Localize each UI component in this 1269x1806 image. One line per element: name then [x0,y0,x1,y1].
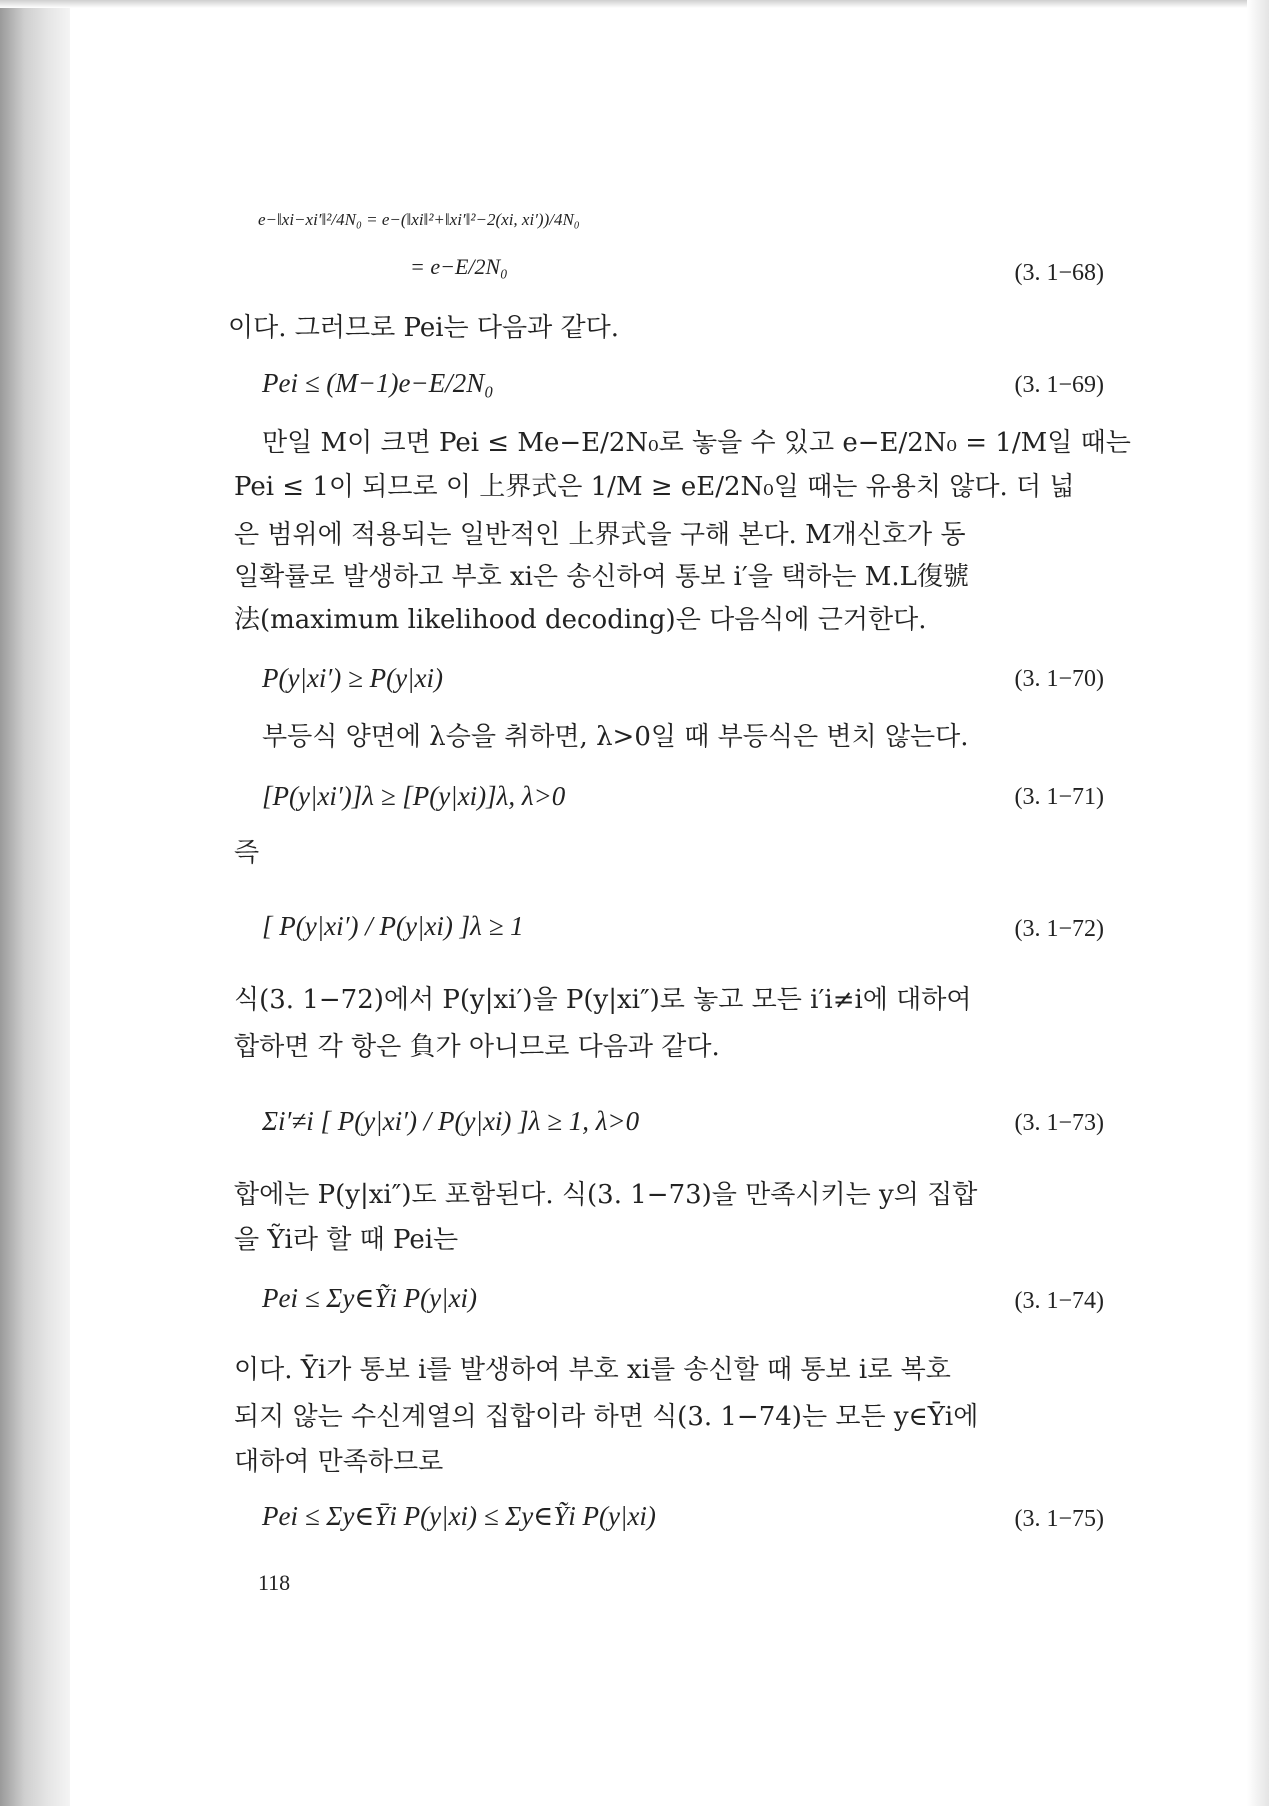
equation-3-1-72: [ P(y|xi′) / P(y|xi) ]λ ≥ 1 [262,911,524,941]
page-number: 118 [258,1570,291,1595]
text-line: 식(3. 1−72)에서 P(y|xi′)을 P(y|xi″)로 놓고 모든 i′i≠i에 대하여 [234,985,972,1015]
page-edge-top [0,0,1269,8]
equation-3-1-68-line1: e−‖xi−xi′‖²/4N₀ = e−(‖xi‖²+‖xi′‖²−2(xi, xi′))/4N₀ [258,210,580,229]
equation-3-1-69: Pei ≤ (M−1)e−E/2N₀ [262,368,494,398]
equation-number: (3. 1−71) [1014,784,1104,810]
equation-number: (3. 1−72) [1014,916,1104,942]
text-line: 즉 [234,838,260,868]
page-edge-right [1247,0,1269,1806]
equation-number: (3. 1−69) [1014,372,1104,398]
equation-number: (3. 1−75) [1014,1506,1104,1532]
equation-number: (3. 1−70) [1014,666,1104,692]
text-line: 합에는 P(y|xi″)도 포함된다. 식(3. 1−73)을 만족시키는 y의 집합 [234,1180,978,1210]
text-line: 합하면 각 항은 負가 아니므로 다음과 같다. [234,1032,720,1062]
text-line: 은 범위에 적용되는 일반적인 上界式을 구해 본다. M개신호가 동 [234,520,966,550]
text-line: Pei ≤ 1이 되므로 이 上界式은 1/M ≥ eE/2N₀일 때는 유용치 않다. 더 넓 [234,472,1075,502]
equation-3-1-73: Σi′≠i [ P(y|xi′) / P(y|xi) ]λ ≥ 1, λ>0 [262,1106,640,1136]
equation-number: (3. 1−74) [1014,1288,1104,1314]
text-line: 이다. Ȳi가 통보 i를 발생하여 부호 xi를 송신할 때 통보 i로 복호 [234,1355,951,1385]
equation-3-1-70: P(y|xi′) ≥ P(y|xi) [262,663,443,693]
text-line: 부등식 양면에 λ승을 취하면, λ>0일 때 부등식은 변치 않는다. [262,722,969,752]
equation-3-1-75: Pei ≤ Σy∈Ȳi P(y|xi) ≤ Σy∈Ỹi P(y|xi) [262,1501,656,1531]
equation-number: (3. 1−73) [1014,1110,1104,1136]
text-line: 일확률로 발생하고 부호 xi은 송신하여 통보 i′을 택하는 M.L復號 [234,562,969,592]
text-line: 대하여 만족하므로 [234,1447,444,1477]
text-line: 을 Ỹi라 할 때 Pei는 [234,1225,459,1255]
text-line: 되지 않는 수신계열의 집합이라 하면 식(3. 1−74)는 모든 y∈Ȳi에 [234,1402,979,1432]
text-line: 만일 M이 크면 Pei ≤ Me−E/2N₀로 놓을 수 있고 e−E/2N₀ = 1/M일 때는 [262,428,1131,458]
equation-3-1-74: Pei ≤ Σy∈Ỹi P(y|xi) [262,1283,477,1313]
equation-3-1-68-line2: = e−E/2N₀ [410,254,508,279]
text-line: 이다. 그러므로 Pei는 다음과 같다. [228,313,620,343]
equation-3-1-71: [P(y|xi′)]λ ≥ [P(y|xi)]λ, λ>0 [262,781,566,811]
equation-number: (3. 1−68) [1014,260,1104,286]
text-line: 法(maximum likelihood decoding)은 다음식에 근거한다. [234,605,927,635]
page-edge-left [0,0,70,1806]
